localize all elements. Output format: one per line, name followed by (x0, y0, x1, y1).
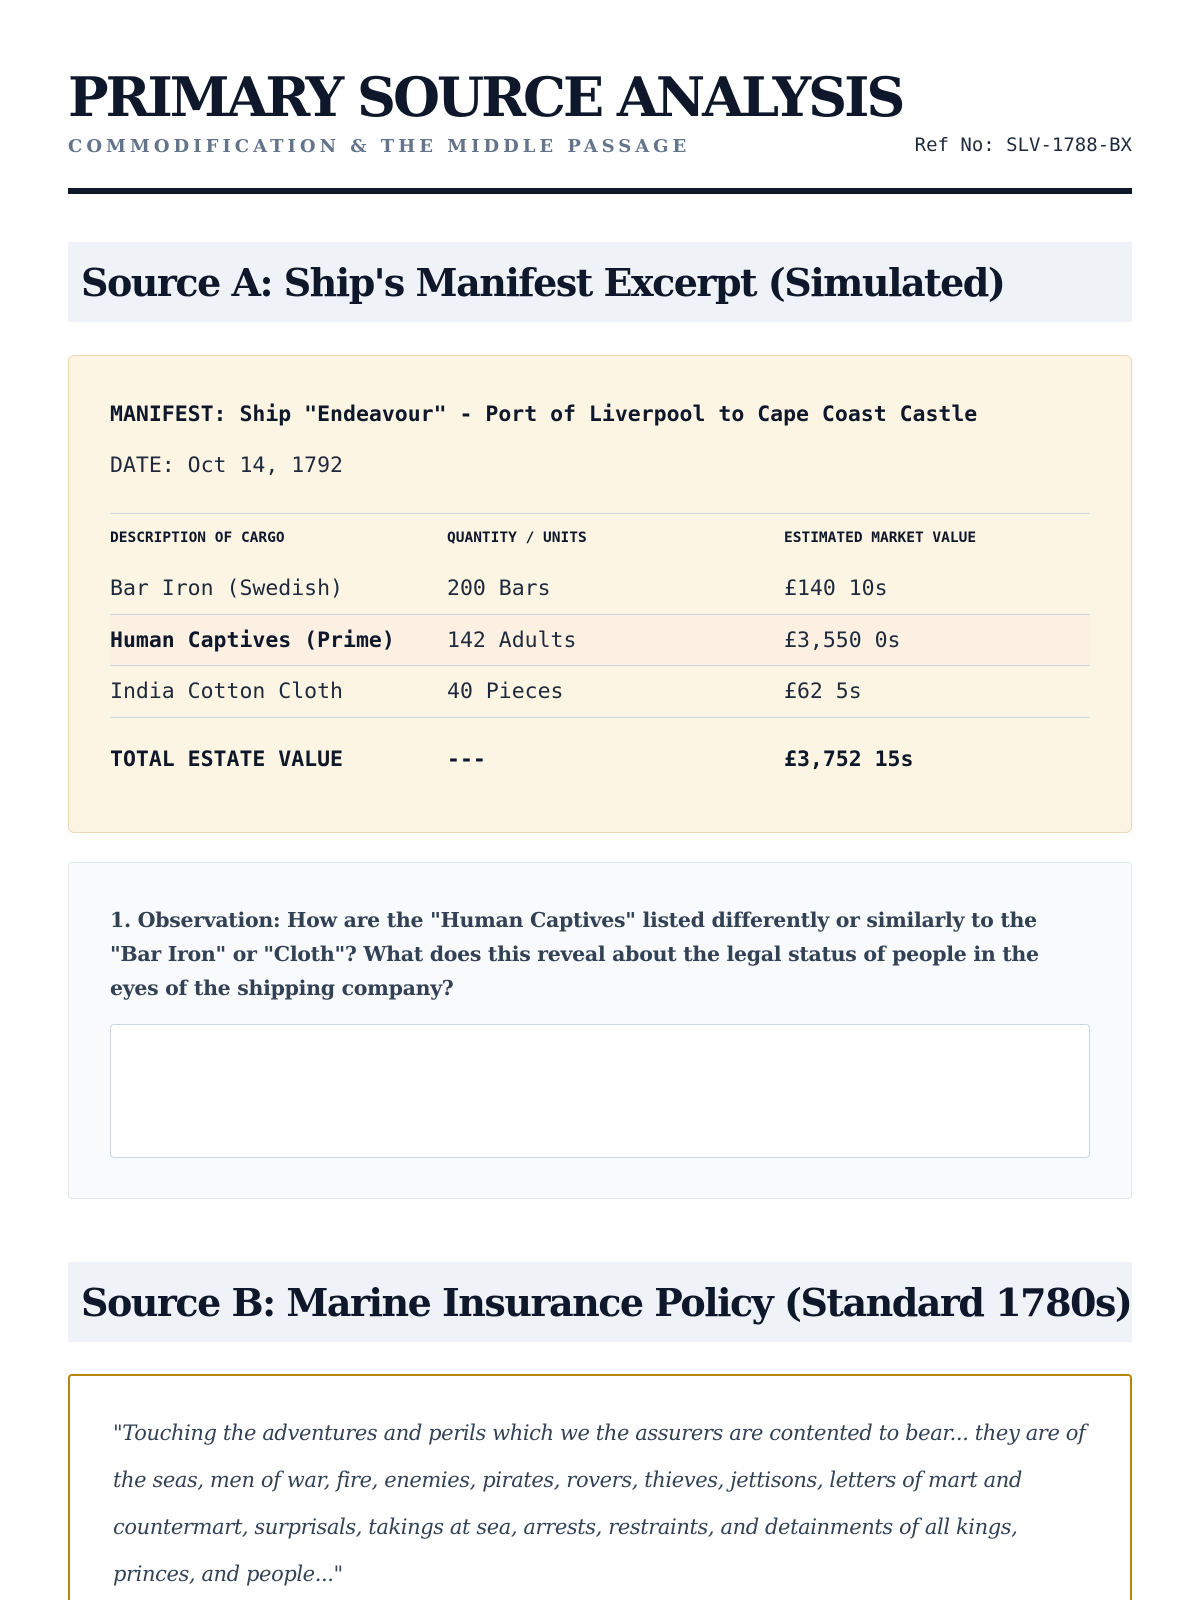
total-value: £3,752 15s (784, 746, 914, 772)
manifest-title: MANIFEST: Ship "Endeavour" - Port of Liverpool to Cape Coast Castle (110, 402, 978, 427)
header-divider (68, 188, 1132, 194)
answer-field[interactable] (110, 1024, 1090, 1158)
total-quantity: --- (447, 746, 486, 772)
table-row (110, 563, 1090, 613)
page-subtitle: COMMODIFICATION & THE MIDDLE PASSAGE (68, 136, 691, 157)
manifest-card (68, 355, 1132, 833)
column-header-description: DESCRIPTION OF CARGO (110, 530, 285, 546)
page-title: PRIMARY SOURCE ANALYSIS (68, 65, 903, 129)
cargo-value: £140 10s (784, 575, 888, 601)
manifest-table-header (110, 524, 1090, 552)
question-card (68, 862, 1132, 1199)
cargo-quantity: 40 Pieces (447, 678, 564, 704)
source-b-heading-text: Source B: Marine Insurance Policy (Standard 1780s) (81, 1279, 1132, 1325)
total-divider (110, 717, 1090, 718)
cargo-description: Bar Iron (Swedish) (110, 575, 343, 601)
insurance-quote-card (68, 1374, 1132, 1600)
source-a-heading-text: Source A: Ship's Manifest Excerpt (Simulated) (81, 259, 1005, 305)
cargo-quantity: 142 Adults (447, 627, 577, 653)
source-b-heading (68, 1262, 1132, 1342)
column-header-quantity: QUANTITY / UNITS (447, 530, 587, 546)
reference-number: Ref No: SLV-1788-BX (914, 134, 1132, 156)
insurance-quote-text: "Touching the adventures and perils which we the assurers are contented to bear... they are of the seas, men of war, fire, enemies, pirates, rovers, thieves, jettisons, letters of mart and countermart, surprisals, takings at sea, arrests, restraints, and detainments of all kings, princes, and people..." (113, 1421, 1086, 1586)
column-header-value: ESTIMATED MARKET VALUE (784, 530, 977, 546)
cargo-value: £3,550 0s (784, 627, 901, 653)
page-header (68, 65, 1132, 195)
cargo-value: £62 5s (784, 678, 862, 704)
table-row-highlighted (110, 615, 1090, 665)
question-prompt: 1. Observation: How are the "Human Captives" listed differently or similarly to the "Bar Iron" or "Cloth"? What does this reveal about the legal status of people in the eyes of the shipping company? (110, 908, 1039, 1000)
total-row (110, 734, 1090, 784)
manifest-date: DATE: Oct 14, 1792 (110, 453, 343, 478)
manifest-divider (110, 513, 1090, 514)
cargo-quantity: 200 Bars (447, 575, 551, 601)
table-row (110, 666, 1090, 716)
cargo-description: India Cotton Cloth (110, 678, 343, 704)
total-label: TOTAL ESTATE VALUE (110, 746, 343, 772)
source-a-heading (68, 242, 1132, 322)
cargo-description: Human Captives (Prime) (110, 627, 395, 653)
